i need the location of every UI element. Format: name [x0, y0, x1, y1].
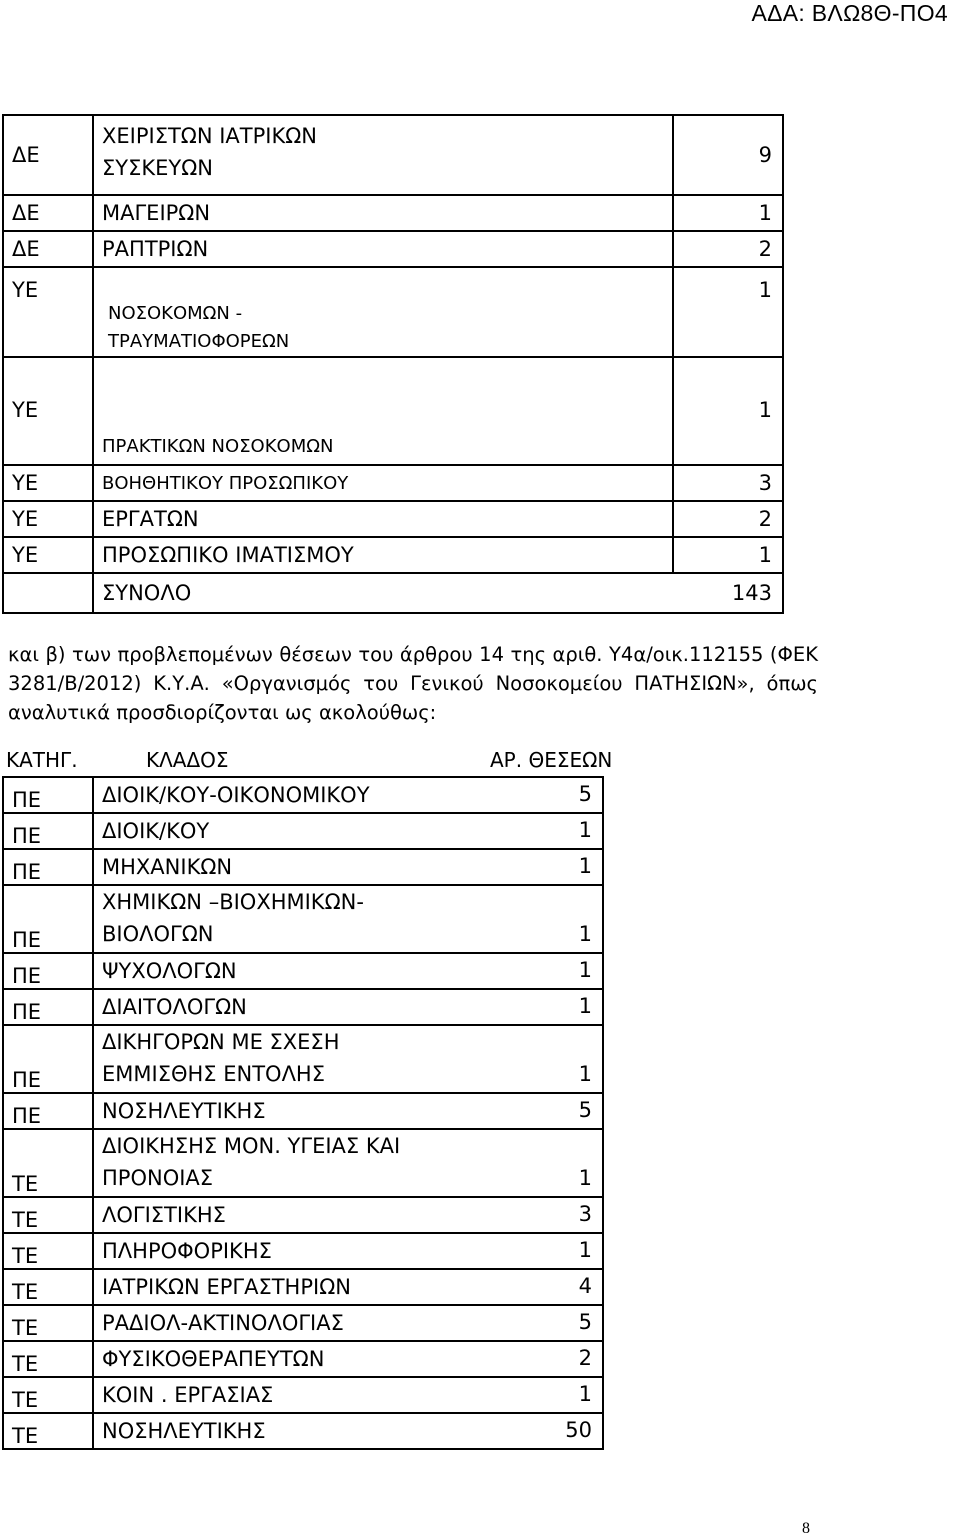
page-number: 8 [802, 1520, 810, 1537]
count-cell: 3 [673, 465, 783, 501]
category-cell: ΤΕ [3, 1129, 93, 1197]
count-value: 4 [578, 1274, 592, 1298]
branch-cell: ΧΕΙΡΙΣΤΩΝ ΙΑΤΡΙΚΩΝ ΣΥΣΚΕΥΩΝ [93, 115, 673, 195]
branch-cell [93, 1413, 603, 1449]
branch-label: ΔΙΑΙΤΟΛΟΓΩΝ [102, 995, 247, 1019]
branch-cell [93, 1025, 603, 1093]
count-value: 1 [578, 922, 592, 946]
category-cell: ΥΕ [3, 357, 93, 465]
header-positions: ΑΡ. ΘΕΣΕΩΝ [490, 748, 613, 772]
branch-label: ΝΟΣΗΛΕΥΤΙΚΗΣ [102, 1419, 266, 1443]
category-cell: ΤΕ [3, 1377, 93, 1413]
count-value: 1 [578, 994, 592, 1018]
table-row [3, 1413, 603, 1449]
branch-cell: ΜΑΓΕΙΡΩΝ [93, 195, 673, 231]
total-cell [93, 573, 783, 613]
category-cell: ΤΕ [3, 1269, 93, 1305]
table-row [3, 953, 603, 989]
category-cell: ΥΕ [3, 465, 93, 501]
count-cell: 9 [673, 115, 783, 195]
count-value: 2 [578, 1346, 592, 1370]
category-cell: ΤΕ [3, 1341, 93, 1377]
branch-cell [93, 1197, 603, 1233]
branch-cell: ΡΑΠΤΡΙΩΝ [93, 231, 673, 267]
count-cell: 2 [673, 501, 783, 537]
category-cell: ΠΕ [3, 777, 93, 813]
branch-cell [93, 1269, 603, 1305]
table-row [3, 1305, 603, 1341]
count-cell: 1 [673, 267, 783, 357]
branch-cell [93, 1233, 603, 1269]
branch-label: ΡΑΔΙΟΛ-ΑΚΤΙΝΟΛΟΓΙΑΣ [102, 1311, 344, 1335]
branch-cell [93, 849, 603, 885]
table-row [3, 231, 783, 267]
branch-label: ΔΙΟΙΚ/ΚΟΥ [102, 819, 210, 843]
table-row [3, 465, 783, 501]
count-value: 1 [578, 958, 592, 982]
category-cell: ΤΕ [3, 1197, 93, 1233]
category-cell: ΔΕ [3, 231, 93, 267]
count-value: 3 [578, 1202, 592, 1226]
branch-cell [93, 777, 603, 813]
count-value: 1 [578, 1166, 592, 1190]
table-row [3, 195, 783, 231]
count-value: 5 [578, 782, 592, 806]
branch-label: ΛΟΓΙΣΤΙΚΗΣ [102, 1203, 226, 1227]
table-row [3, 537, 783, 573]
table-row [3, 1129, 603, 1197]
category-cell: ΠΕ [3, 1093, 93, 1129]
table-row [3, 1233, 603, 1269]
table-row [3, 115, 783, 195]
category-cell: ΠΕ [3, 953, 93, 989]
category-cell: ΔΕ [3, 195, 93, 231]
count-cell: 1 [673, 195, 783, 231]
category-cell: ΤΕ [3, 1305, 93, 1341]
category-cell: ΠΕ [3, 849, 93, 885]
total-label: ΣΥΝΟΛΟ [102, 581, 192, 605]
count-value: 5 [578, 1310, 592, 1334]
count-value: 50 [565, 1418, 592, 1442]
branch-label: ΜΗΧΑΝΙΚΩΝ [102, 855, 233, 879]
category-cell: ΠΕ [3, 1025, 93, 1093]
branch-cell [93, 1305, 603, 1341]
header-category: ΚΑΤΗΓ. [6, 748, 78, 772]
branch-cell [93, 1093, 603, 1129]
category-cell: ΥΕ [3, 501, 93, 537]
branch-cell: ΝΟΣΟΚΟΜΩΝ - ΤΡΑΥΜΑΤΙΟΦΟΡΕΩΝ [93, 267, 673, 357]
table-row [3, 501, 783, 537]
header-branch: ΚΛΑΔΟΣ [146, 748, 229, 772]
ada-code: ΑΔΑ: ΒΛΩ8Θ-ΠΟ4 [751, 0, 948, 26]
branch-cell: ΒΟΗΘΗΤΙΚΟΥ ΠΡΟΣΩΠΙΚΟΥ [93, 465, 673, 501]
table-row [3, 989, 603, 1025]
category-cell: ΤΕ [3, 1233, 93, 1269]
branch-label: ΔΙΟΙΚ/ΚΟΥ-ΟΙΚΟΝΟΜΙΚΟΥ [102, 783, 370, 807]
category-cell: ΥΕ [3, 267, 93, 357]
branch-label: ΨΥΧΟΛΟΓΩΝ [102, 959, 237, 983]
table-row [3, 267, 783, 357]
branch-cell [93, 813, 603, 849]
table-row [3, 1269, 603, 1305]
total-value: 143 [731, 581, 772, 605]
table-row [3, 1093, 603, 1129]
table-row [3, 1197, 603, 1233]
count-cell: 1 [673, 537, 783, 573]
table-row [3, 1377, 603, 1413]
table-row [3, 357, 783, 465]
category-cell: ΔΕ [3, 115, 93, 195]
branch-label: ΔΙΟΙΚΗΣΗΣ ΜΟΝ. ΥΓΕΙΑΣ ΚΑΙ ΠΡΟΝΟΙΑΣ [102, 1134, 401, 1190]
count-value: 1 [578, 854, 592, 878]
branch-cell: ΠΡΟΣΩΠΙΚΟ ΙΜΑΤΙΣΜΟΥ [93, 537, 673, 573]
branch-cell [93, 1377, 603, 1413]
branch-label: ΠΛΗΡΟΦΟΡΙΚΗΣ [102, 1239, 272, 1263]
table-row [3, 813, 603, 849]
count-value: 1 [578, 1238, 592, 1262]
category-cell: ΤΕ [3, 1413, 93, 1449]
branch-cell: ΠΡΑΚΤΙΚΩΝ ΝΟΣΟΚΟΜΩΝ [93, 357, 673, 465]
positions-table [2, 776, 604, 1450]
category-cell: ΠΕ [3, 989, 93, 1025]
count-value: 1 [578, 1062, 592, 1086]
branch-cell [93, 1341, 603, 1377]
branch-cell [93, 1129, 603, 1197]
branch-label: ΚΟΙΝ . ΕΡΓΑΣΙΑΣ [102, 1383, 274, 1407]
positions-table-continued [2, 114, 784, 614]
category-cell: ΥΕ [3, 537, 93, 573]
table-row [3, 849, 603, 885]
branch-cell [93, 885, 603, 953]
intro-paragraph: και β) των προβλεπομένων θέσεων του άρθρου 14 της αριθ. Υ4α/οικ.112155 (ΦΕΚ 3281/Β/2012) Κ.Υ.Α. «Οργανισμός του Γενικού Νοσοκομείου ΠΑΤΗΣΙΩΝ», όπως αναλυτικά προσδιορίζονται ως ακολούθως: [8, 643, 818, 724]
table-row [3, 1025, 603, 1093]
category-cell: ΠΕ [3, 813, 93, 849]
count-cell: 2 [673, 231, 783, 267]
count-cell: 1 [673, 357, 783, 465]
branch-label: ΔΙΚΗΓΟΡΩΝ ΜΕ ΣΧΕΣΗ ΕΜΜΙΣΘΗΣ ΕΝΤΟΛΗΣ [102, 1030, 340, 1086]
count-value: 1 [578, 818, 592, 842]
branch-label: ΝΟΣΗΛΕΥΤΙΚΗΣ [102, 1099, 266, 1123]
table-row [3, 777, 603, 813]
branch-cell [93, 953, 603, 989]
branch-label: ΙΑΤΡΙΚΩΝ ΕΡΓΑΣΤΗΡΙΩΝ [102, 1275, 351, 1299]
count-value: 1 [578, 1382, 592, 1406]
count-value: 5 [578, 1098, 592, 1122]
empty-cell [3, 573, 93, 613]
branch-label: ΦΥΣΙΚΟΘΕΡΑΠΕΥΤΩΝ [102, 1347, 325, 1371]
table-row [3, 885, 603, 953]
branch-cell [93, 989, 603, 1025]
category-cell: ΠΕ [3, 885, 93, 953]
branch-label: ΧΗΜΙΚΩΝ –ΒΙΟΧΗΜΙΚΩΝ-ΒΙΟΛΟΓΩΝ [102, 890, 364, 946]
total-row [3, 573, 783, 613]
branch-cell: ΕΡΓΑΤΩΝ [93, 501, 673, 537]
table-row [3, 1341, 603, 1377]
